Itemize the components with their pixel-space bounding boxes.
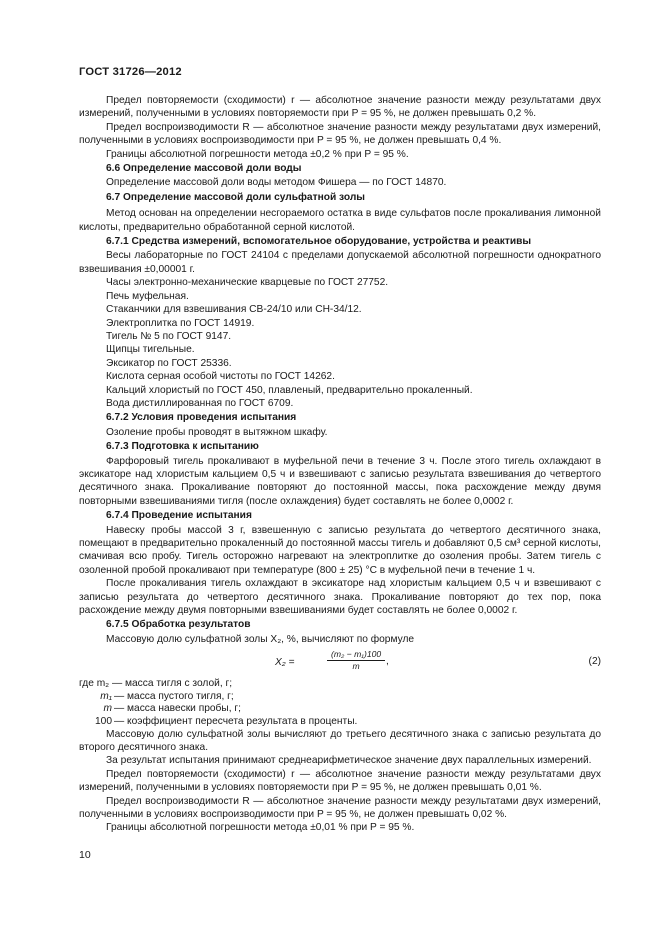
paragraph: За результат испытания принимают среднеарифметическое значение двух параллельных измерений. [106,755,592,767]
paragraph: Фарфоровый тигель прокаливают в муфельной печи в течение 3 ч. После этого тигель охлаждают в эксикаторе над хлористым кальцием 0,5 ч и взвешивают с записью результата взвешивания до четвертого десятичного знака. Прокаливание повторяют до постоянной массы, пока расхождение между двумя повторными взвешиваниями тигля (после охлаждения) будет составлять не более 0,0002 г. [79,455,601,507]
formula-denominator: m [352,661,360,672]
equipment-item: Стаканчики для взвешивания СВ-24/10 или СН-34/12. [106,304,362,316]
legend-text: — масса пустого тигля, г; [114,690,234,702]
variable-legend [79,677,601,727]
legend-symbol: m₁ [100,690,112,702]
document-body [79,94,601,835]
legend-symbol: m [103,703,112,715]
section-heading-6-7-4: 6.7.4 Проведение испытания [106,510,252,522]
section-heading-6-7-3: 6.7.3 Подготовка к испытанию [106,441,259,453]
paragraph: Предел воспроизводимости R — абсолютное значение разности между результатами двух измерений, полученными в условиях воспроизводимости при P = 95 %, не должен превышать 0,4 %. [79,121,601,147]
equipment-item: Кислота серная особой чистоты по ГОСТ 14262. [106,371,335,383]
section-heading-6-7: 6.7 Определение массовой доли сульфатной золы [106,191,365,203]
equipment-item: Тигель № 5 по ГОСТ 9147. [106,330,232,342]
legend-row [79,702,601,715]
formula-numerator: (m₂ − m₁)100 [327,649,385,661]
paragraph: Границы абсолютной погрешности метода ±0,2 % при P = 95 %. [106,148,409,160]
legend-row [79,715,601,728]
paragraph: Предел воспроизводимости R — абсолютное значение разности между результатами двух измерений, полученными в условиях воспроизводимости при P = 95 %, не должен превышать 0,02 %. [79,795,601,821]
paragraph: Границы абсолютной погрешности метода ±0,01 % при P = 95 %. [106,822,415,834]
legend-row [79,690,601,703]
equipment-item: Весы лабораторные по ГОСТ 24104 с пределами допускаемой абсолютной погрешности однократного взвешивания ±0,00001 г. [79,250,601,275]
paragraph: Предел повторяемости (сходимости) r — абсолютное значение разности между результатами двух измерений, полученными в условиях повторяемости при P = 95 %, не должен превышать 0,2 %. [79,95,601,120]
paragraph: Массовую долю сульфатной золы вычисляют до третьего десятичного знака с записью результата до второго десятичного знака. [79,728,601,754]
paragraph: После прокаливания тигель охлаждают в эксикаторе над хлористым кальцием 0,5 ч и взвешивают с записью результата до четвертого десятичного знака. Прокаливание повторяют до тех пор, пока расхождение между двумя повторными взвешиваниями будет составлять не более 0,0002 г. [79,578,601,617]
formula-number: (2) [588,656,601,668]
legend-symbol: 100 [95,716,112,728]
section-heading-6-6: 6.6 Определение массовой доли воды [106,163,302,175]
section-heading-6-7-2: 6.7.2 Условия проведения испытания [106,412,297,424]
paragraph: Предел повторяемости (сходимости) r — абсолютное значение разности между результатами двух измерений, полученными в условиях повторяемости при P = 95 %, не должен превышать 0,01 %. [79,768,601,794]
equipment-item: Кальций хлористый по ГОСТ 450, плавленый, предварительно прокаленный. [106,384,473,396]
section-heading-6-7-5: 6.7.5 Обработка результатов [106,619,251,631]
paragraph: Навеску пробы массой 3 г, взвешенную с записью результата до четвертого десятичного знака, помещают в предварительно прокаленный до постоянной массы тигель и добавляют 0,5 см³ серной кислоты, смачивая всю пробу. Тигель осторожно нагревают на электроплитке до озоления пробы. Затем тигель с озоленной пробой прокаливают при температуре (800 ± 25) °С в муфельной печи в течение 1 ч. [79,524,601,576]
paragraph: Озоление пробы проводят в вытяжном шкафу. [106,426,328,438]
legend-lead: где m₂ — масса тигля с золой, г; [79,678,233,690]
formula-fraction [327,649,385,672]
legend-text: — коэффициент пересчета результата в проценты. [114,716,358,728]
page-number: 10 [79,849,91,861]
legend-text: — масса навески пробы, г; [114,703,241,715]
equipment-item: Электроплитка по ГОСТ 14919. [106,317,255,329]
equipment-item: Печь муфельная. [106,290,189,302]
paragraph: Массовую долю сульфатной золы X₂, %, вычисляют по формуле [106,633,415,645]
equipment-item: Щипцы тигельные. [106,344,195,356]
paragraph: Определение массовой доли воды методом Фишера — по ГОСТ 14870. [106,177,447,189]
standard-header: ГОСТ 31726—2012 [79,66,182,78]
equipment-item: Вода дистиллированная по ГОСТ 6709. [106,397,294,409]
formula-lhs: X₂ = [275,657,295,669]
formula-trail: , [386,656,389,668]
paragraph: Метод основан на определении несгораемого остатка в виде сульфатов после прокаливания лимонной кислоты, предварительно обработанной серной кислотой. [79,208,601,233]
section-heading-6-7-1: 6.7.1 Средства измерений, вспомогательное оборудование, устройства и реактивы [106,236,532,248]
formula-2 [79,649,601,675]
equipment-item: Часы электронно-механические кварцевые по ГОСТ 27752. [106,277,389,289]
legend-row [79,677,601,690]
equipment-item: Эксикатор по ГОСТ 25336. [106,357,232,369]
